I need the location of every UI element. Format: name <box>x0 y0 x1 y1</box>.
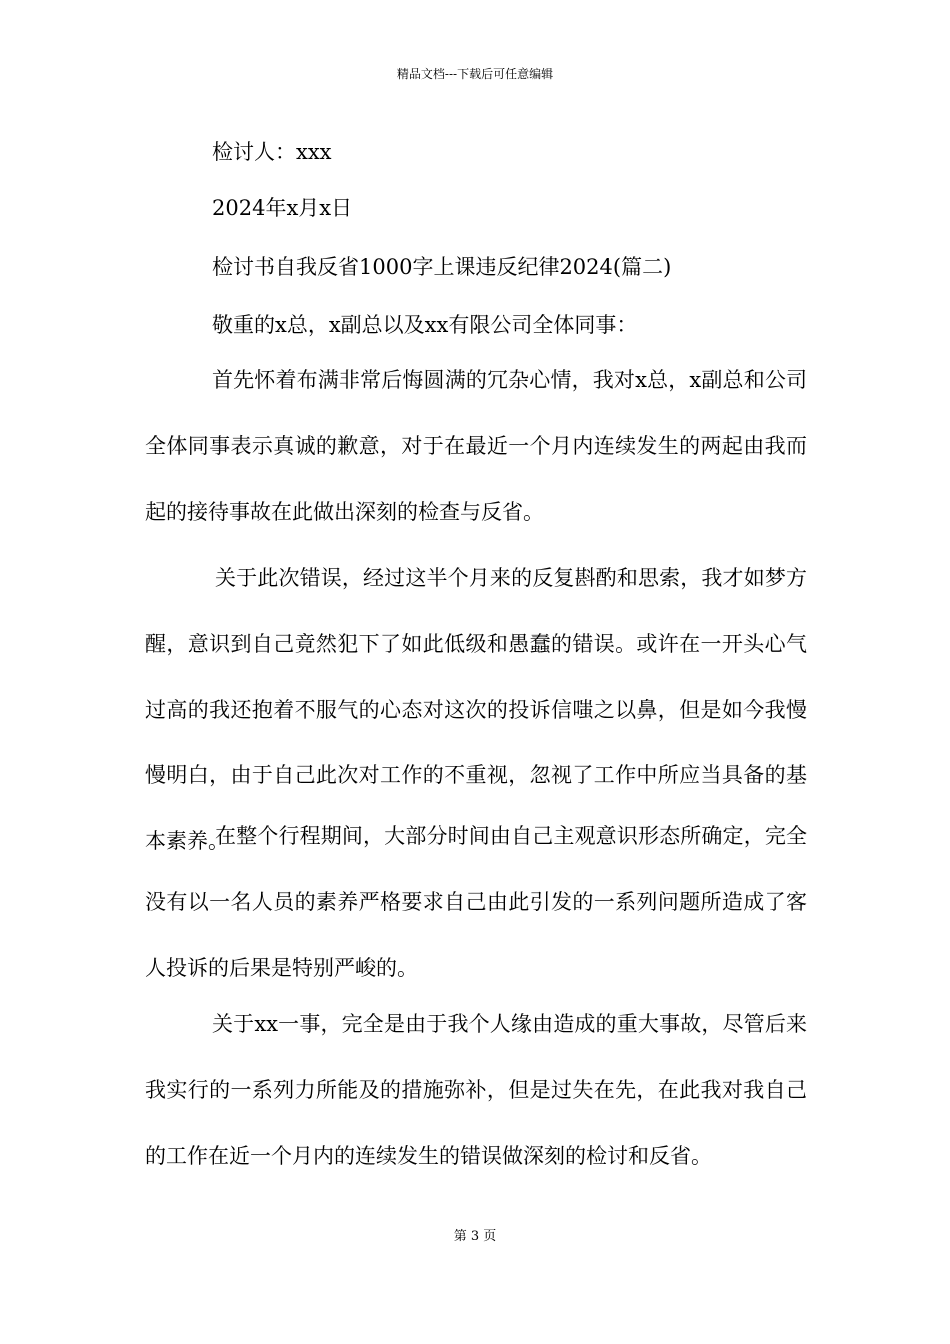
salutation: 敬重的x总，x副总以及xx有限公司全体同事： <box>212 313 638 337</box>
signer-line: 检讨人：xxx <box>212 140 332 164</box>
body-paragraph-1: 首先怀着布满非常后悔圆满的冗杂心情，我对x总，x副总和公司全体同事表示真诚的歉意，对于在最近一个月内连续发生的两起由我而起的接待事故在此做出深刻的检查与反省。 <box>145 368 807 524</box>
body-paragraph-3: 在整个行程期间，大部分时间由自己主观意识形态所确定，完全没有以一名人员的素养严格要求自己由此引发的一系列问题所造成了客人投诉的后果是特别严峻的。 <box>145 824 807 980</box>
body-paragraph-2: 关于此次错误，经过这半个月来的反复斟酌和思索，我才如梦方醒，意识到自己竟然犯下了如此低级和愚蠢的错误。或许在一开头心气过高的我还抱着不服气的心态对这次的投诉信嗤之以鼻，但是如今我慢慢明白，由于自己此次对工作的不重视，忽视了工作中所应当具备的基本素养。 <box>145 566 807 854</box>
page-number: 第 3 页 <box>453 1229 497 1244</box>
body-paragraph-4: 关于xx一事，完全是由于我个人缘由造成的重大事故，尽管后来我实行的一系列力所能及的措施弥补，但是过失在先，在此我对我自己的工作在近一个月内的连续发生的错误做深刻的检讨和反省。 <box>145 1012 807 1168</box>
date-line: 2024年x月x日 <box>212 196 353 220</box>
page-header: 精品文档---下载后可任意编辑 <box>396 67 554 81</box>
section-title: 检讨书自我反省1000字上课违反纪律2024(篇二) <box>212 255 672 279</box>
